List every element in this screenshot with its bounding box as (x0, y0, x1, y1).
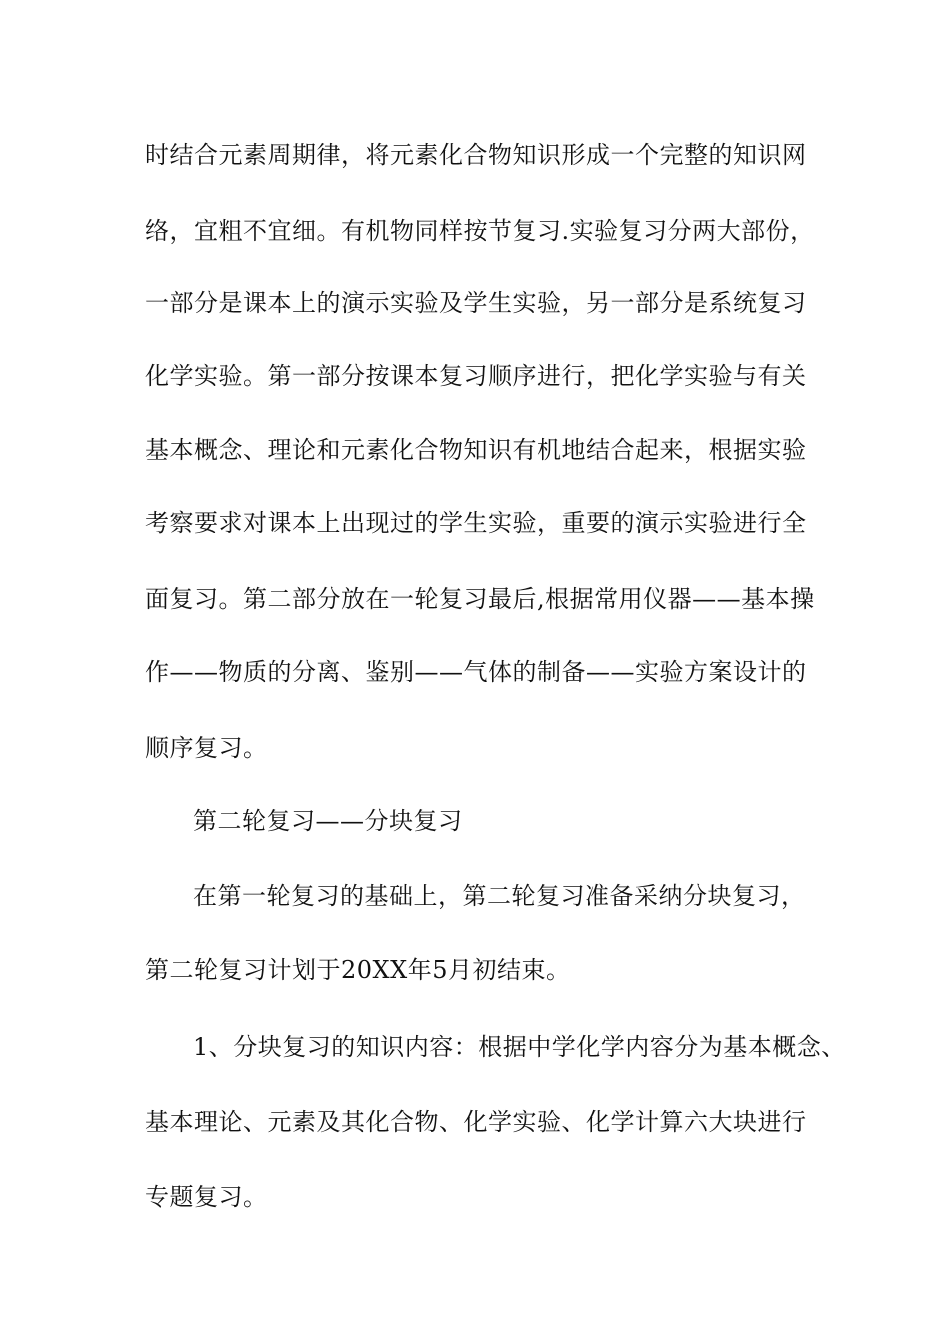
section-heading: 第二轮复习——分块复习 (193, 807, 463, 835)
paragraph-line: 时结合元素周期律，将元素化合物知识形成一个完整的知识网 (145, 141, 807, 169)
paragraph-line: 1、分块复习的知识内容：根据中学化学内容分为基本概念、 (193, 1033, 846, 1061)
paragraph-line: 基本概念、理论和元素化合物知识有机地结合起来，根据实验 (145, 436, 807, 464)
paragraph-line: 面复习。第二部分放在一轮复习最后,根据常用仪器——基本操 (145, 585, 815, 613)
paragraph-line: 络，宜粗不宜细。有机物同样按节复习.实验复习分两大部份， (145, 217, 815, 245)
paragraph-line: 化学实验。第一部分按课本复习顺序进行，把化学实验与有关 (145, 362, 807, 390)
paragraph-line: 专题复习。 (145, 1183, 268, 1211)
paragraph-line: 第二轮复习计划于20XX年5月初结束。 (145, 956, 571, 984)
paragraph-line: 考察要求对课本上出现过的学生实验，重要的演示实验进行全 (145, 509, 807, 537)
paragraph-line: 一部分是课本上的演示实验及学生实验，另一部分是系统复习 (145, 289, 807, 317)
paragraph-line: 作——物质的分离、鉴别——气体的制备——实验方案设计的 (145, 658, 807, 686)
paragraph-line: 顺序复习。 (145, 734, 268, 762)
paragraph-line: 基本理论、元素及其化合物、化学实验、化学计算六大块进行 (145, 1108, 807, 1136)
paragraph-line: 在第一轮复习的基础上，第二轮复习准备采纳分块复习， (193, 882, 806, 910)
